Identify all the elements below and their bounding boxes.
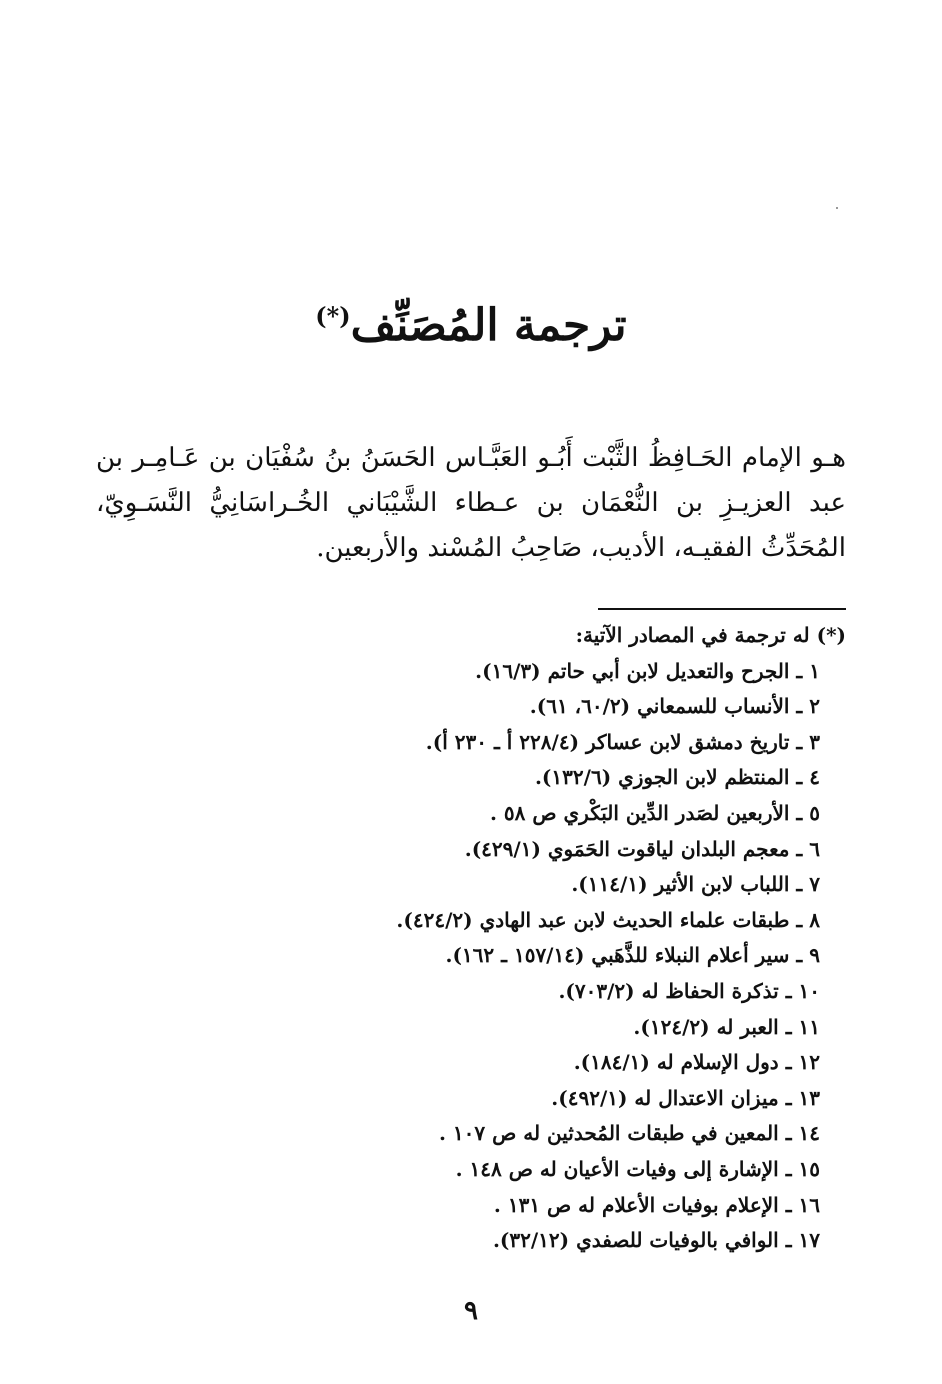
source-text: الجرح والتعديل لابن أبي حاتم (١٦/٣).	[475, 658, 790, 683]
source-text: الأربعين لصَدر الدِّين البَكْري ص ٥٨ .	[489, 800, 790, 825]
source-text: ميزان الاعتدال له (٤٩٢/١).	[551, 1085, 779, 1110]
source-number: ١٣ ـ	[785, 1085, 820, 1110]
sources-list	[326, 654, 846, 1259]
footnote-block	[326, 618, 846, 1259]
source-number: ١ ـ	[796, 658, 820, 683]
source-item	[326, 1045, 820, 1081]
biography-paragraph: هـو الإمام الحَـافِظُ الثَّبْت أَبُـو العَبَّـاس الحَسَنُ بنُ سُفْيَان بن عَـامِـر بن عبد العزيـزِ بن النُّعْمَان بن عـطاء الشَّيْبَاني الخُـراسَانِيُّ النَّسَـوِيّ، المُحَدِّثُ الفقيـه، الأديب، صَاحِبُ المُسْند والأربعين.	[96, 443, 846, 563]
source-item	[326, 974, 820, 1010]
source-item	[326, 867, 820, 903]
scan-speck	[836, 207, 838, 209]
source-number: ٥ ـ	[796, 800, 820, 825]
source-item	[326, 1116, 820, 1152]
source-text: سير أعلام النبلاء للذَّهَبي (١٥٧/١٤ ـ ١٦٢).	[445, 943, 790, 968]
source-item	[326, 903, 820, 939]
footnote-marker: (*)	[315, 301, 351, 331]
source-number: ٧ ـ	[796, 872, 820, 897]
source-item	[326, 1081, 820, 1117]
source-number: ٦ ـ	[796, 836, 820, 861]
chapter-title	[0, 300, 942, 351]
source-number: ٨ ـ	[796, 907, 820, 932]
source-item	[326, 938, 820, 974]
source-number: ١٦ ـ	[785, 1192, 820, 1217]
source-item	[326, 1010, 820, 1046]
page-number: ٩	[464, 1296, 478, 1326]
source-number: ٩ ـ	[796, 943, 820, 968]
source-item	[326, 1188, 820, 1224]
source-text: طبقات علماء الحديث لابن عبد الهادي (٤٢٤/٢).	[396, 907, 790, 932]
source-item	[326, 760, 820, 796]
source-text: اللباب لابن الأثير (١١٤/١).	[571, 872, 790, 897]
source-item	[326, 832, 820, 868]
source-text: الأنساب للسمعاني (٦٠/٢، ٦١).	[529, 694, 790, 719]
source-item	[326, 1223, 820, 1259]
source-number: ١٢ ـ	[785, 1050, 820, 1075]
source-number: ٢ ـ	[796, 694, 820, 719]
source-text: الوافي بالوفيات للصفدي (٣٢/١٢).	[492, 1228, 779, 1253]
source-text: الإشارة إلى وفيات الأعيان له ص ١٤٨ .	[455, 1156, 779, 1181]
source-number: ٤ ـ	[796, 765, 820, 790]
source-number: ٣ ـ	[796, 729, 820, 754]
source-number: ١٥ ـ	[785, 1156, 820, 1181]
source-number: ١٤ ـ	[785, 1121, 820, 1146]
footnote-intro: (*) له ترجمة في المصادر الآتية:	[575, 623, 846, 647]
source-number: ١٧ ـ	[785, 1228, 820, 1253]
source-item	[326, 1152, 820, 1188]
source-text: العبر له (١٢٤/٢).	[633, 1014, 779, 1039]
source-item	[326, 689, 820, 725]
source-text: المنتظم لابن الجوزي (١٣٢/٦).	[534, 765, 790, 790]
source-number: ١١ ـ	[785, 1014, 820, 1039]
source-number: ١٠ ـ	[785, 978, 820, 1003]
source-item	[326, 796, 820, 832]
source-item	[326, 654, 820, 690]
chapter-title-text: ترجمة المُصَنِّف	[350, 300, 627, 351]
source-item	[326, 725, 820, 761]
source-text: المعين في طبقات المُحدثين له ص ١٠٧ .	[438, 1121, 779, 1146]
footnote-separator	[598, 608, 846, 610]
source-text: الإعلام بوفيات الأعلام له ص ١٣١ .	[493, 1192, 779, 1217]
source-text: تاريخ دمشق لابن عساكر (٢٢٨/٤ أ ـ ٢٣٠ أ).	[425, 729, 790, 754]
source-text: دول الإسلام له (١٨٤/١).	[573, 1050, 779, 1075]
source-text: تذكرة الحفاظ له (٧٠٣/٢).	[558, 978, 779, 1003]
source-text: معجم البلدان لياقوت الحَمَوي (٤٢٩/١).	[464, 836, 790, 861]
